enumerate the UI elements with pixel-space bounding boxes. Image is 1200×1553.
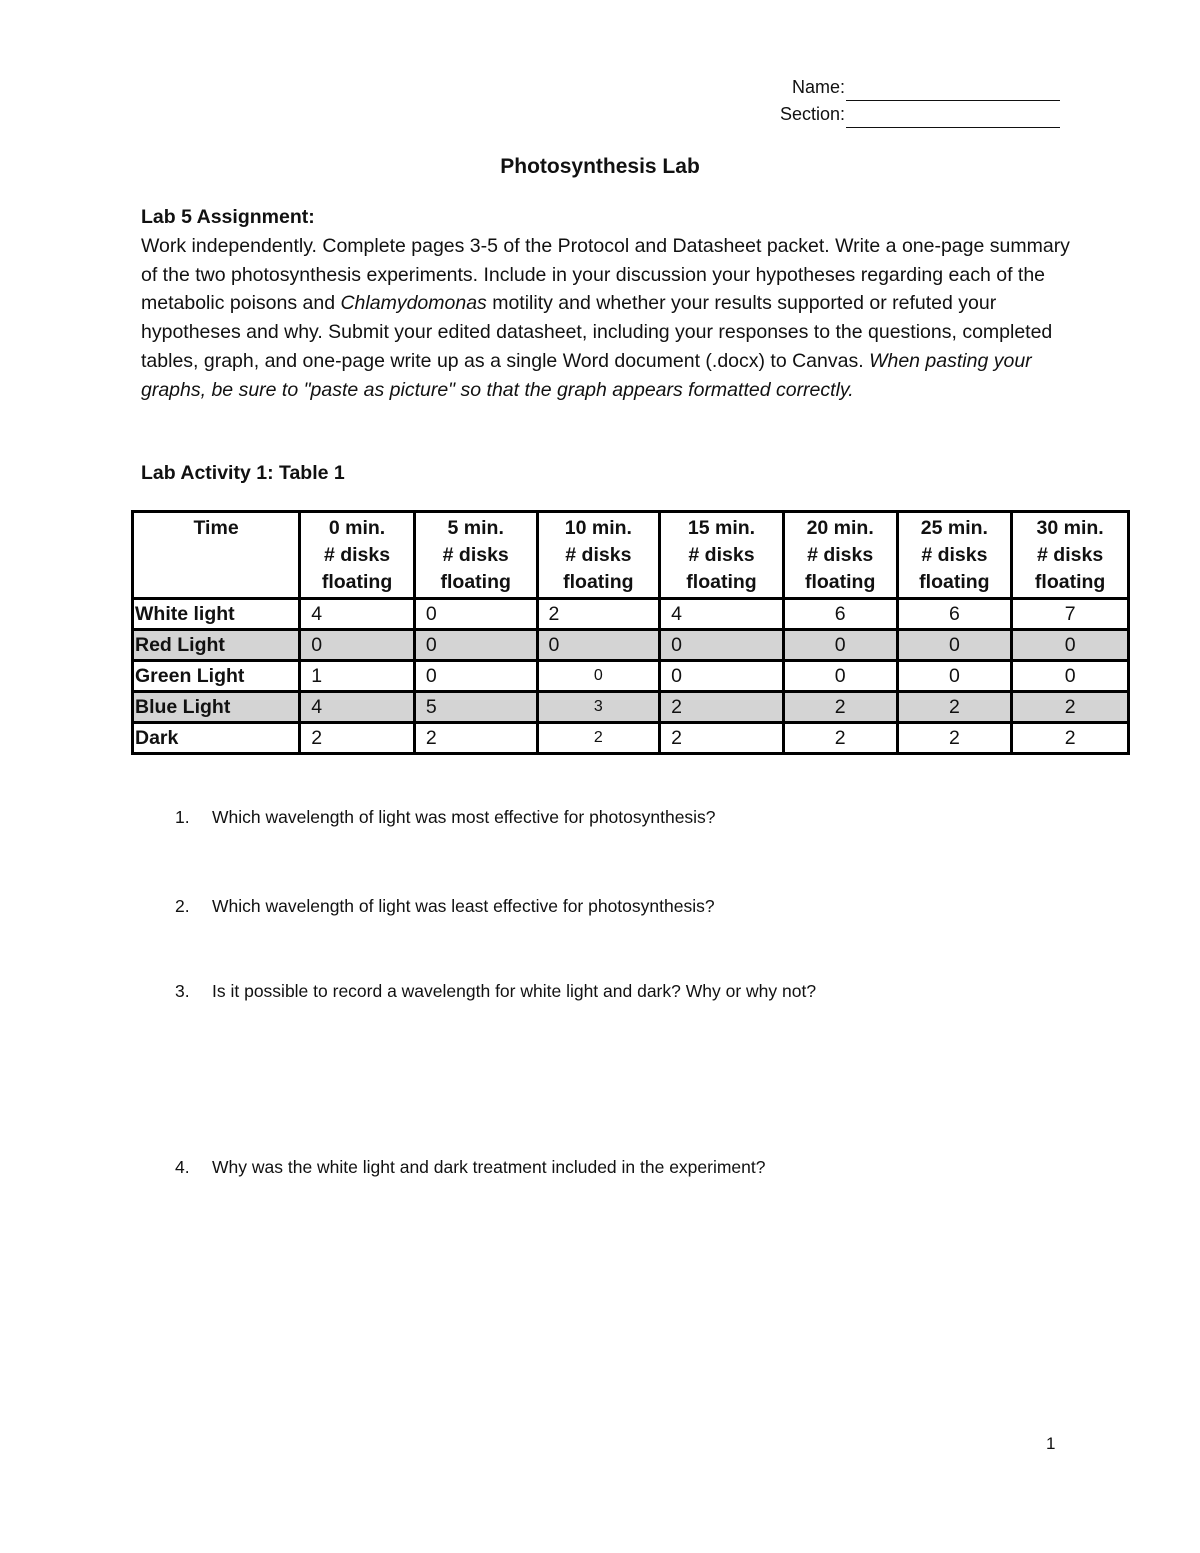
table-row (133, 723, 1129, 754)
table-row (133, 630, 1129, 661)
table-cell[interactable]: 4 (300, 599, 415, 630)
question-number: 2. (175, 896, 190, 916)
table-cell[interactable]: 3 (537, 692, 660, 723)
assignment-text-2: motility and whether your results supported or refuted your hypotheses and why. Submit your edited datasheet, including your responses to the questions, completed tables, graph, and one-page write up as a single Word document (.docx) to Canvas. (141, 292, 1053, 372)
table-cell[interactable]: 6 (783, 599, 897, 630)
row-label: Green Light (133, 661, 300, 692)
student-info-block (740, 74, 1060, 128)
question-text: Which wavelength of light was most effective for photosynthesis? (212, 807, 716, 827)
name-row (740, 74, 1060, 101)
header-interval: 15 min. # disks floating (660, 512, 784, 599)
header-interval: 10 min. # disks floating (537, 512, 660, 599)
section-row (740, 101, 1060, 128)
header-interval: 20 min. # disks floating (783, 512, 897, 599)
page-title: Photosynthesis Lab (500, 155, 700, 178)
table-header-row (133, 512, 1129, 599)
question-number: 4. (175, 1157, 190, 1177)
table-cell[interactable]: 0 (1012, 630, 1129, 661)
name-label: Name: (791, 77, 845, 97)
table-cell[interactable]: 4 (660, 599, 784, 630)
table-cell[interactable]: 2 (1012, 723, 1129, 754)
question-number: 3. (175, 981, 190, 1001)
table-cell[interactable]: 2 (537, 723, 660, 754)
question-item (175, 896, 715, 917)
question-item (175, 807, 716, 828)
assignment-heading: Lab 5 Assignment: (141, 206, 315, 228)
table-cell[interactable]: 0 (660, 630, 784, 661)
table-cell[interactable]: 2 (783, 692, 897, 723)
table-title: Lab Activity 1: Table 1 (141, 462, 345, 484)
table-cell[interactable]: 0 (414, 630, 537, 661)
row-label: White light (133, 599, 300, 630)
name-field[interactable] (846, 80, 1060, 101)
table-row (133, 599, 1129, 630)
header-interval: 30 min. # disks floating (1012, 512, 1129, 599)
section-label: Section: (779, 104, 845, 124)
question-text: Is it possible to record a wavelength for white light and dark? Why or why not? (212, 981, 817, 1001)
table-cell[interactable]: 2 (660, 692, 784, 723)
table-cell[interactable]: 2 (660, 723, 784, 754)
question-text: Which wavelength of light was least effective for photosynthesis? (212, 896, 715, 916)
data-table (131, 510, 1130, 755)
table-cell[interactable]: 0 (537, 630, 660, 661)
assignment-text-1: Work independently. Complete pages 3-5 of the Protocol and Datasheet packet. Write a one-page summary of the two photosynthesis experiments. Include in your discussion your hypotheses regarding each of the metabolic poisons and (141, 234, 1070, 315)
question-item (175, 1157, 766, 1178)
table-cell[interactable]: 0 (783, 661, 897, 692)
header-time: Time (133, 512, 300, 599)
question-number: 1. (175, 807, 190, 827)
row-label: Blue Light (133, 692, 300, 723)
row-label: Red Light (133, 630, 300, 661)
assignment-section (141, 203, 1071, 405)
table-row (133, 692, 1129, 723)
question-item (175, 981, 816, 1002)
table-cell[interactable]: 0 (660, 661, 784, 692)
header-interval: 25 min. # disks floating (897, 512, 1012, 599)
table-cell[interactable]: 2 (414, 723, 537, 754)
table-cell[interactable]: 2 (1012, 692, 1129, 723)
table-cell[interactable]: 7 (1012, 599, 1129, 630)
section-field[interactable] (846, 107, 1060, 128)
page-number: 1 (1046, 1434, 1056, 1453)
question-text: Why was the white light and dark treatment included in the experiment? (212, 1157, 766, 1177)
table-cell[interactable]: 0 (897, 661, 1012, 692)
table-cell[interactable]: 2 (537, 599, 660, 630)
table-cell[interactable]: 2 (300, 723, 415, 754)
table-cell[interactable]: 2 (783, 723, 897, 754)
table-cell[interactable]: 0 (1012, 661, 1129, 692)
table-cell[interactable]: 2 (897, 723, 1012, 754)
table-cell[interactable]: 2 (897, 692, 1012, 723)
table-cell[interactable]: 0 (414, 661, 537, 692)
table-cell[interactable]: 0 (783, 630, 897, 661)
paste-note: When pasting your graphs, be sure to "paste as picture" so that the graph appears formatted correctly. (141, 349, 1032, 401)
table-cell[interactable]: 5 (414, 692, 537, 723)
assignment-text (141, 232, 1071, 405)
table-cell[interactable]: 0 (897, 630, 1012, 661)
header-interval: 0 min. # disks floating (300, 512, 415, 599)
table-cell[interactable]: 0 (537, 661, 660, 692)
table-cell[interactable]: 0 (300, 630, 415, 661)
table-cell[interactable]: 4 (300, 692, 415, 723)
row-label: Dark (133, 723, 300, 754)
table-cell[interactable]: 0 (414, 599, 537, 630)
table-row (133, 661, 1129, 692)
header-interval: 5 min. # disks floating (414, 512, 537, 599)
table-cell[interactable]: 6 (897, 599, 1012, 630)
table-cell[interactable]: 1 (300, 661, 415, 692)
organism-name: Chlamydomonas (340, 292, 487, 315)
